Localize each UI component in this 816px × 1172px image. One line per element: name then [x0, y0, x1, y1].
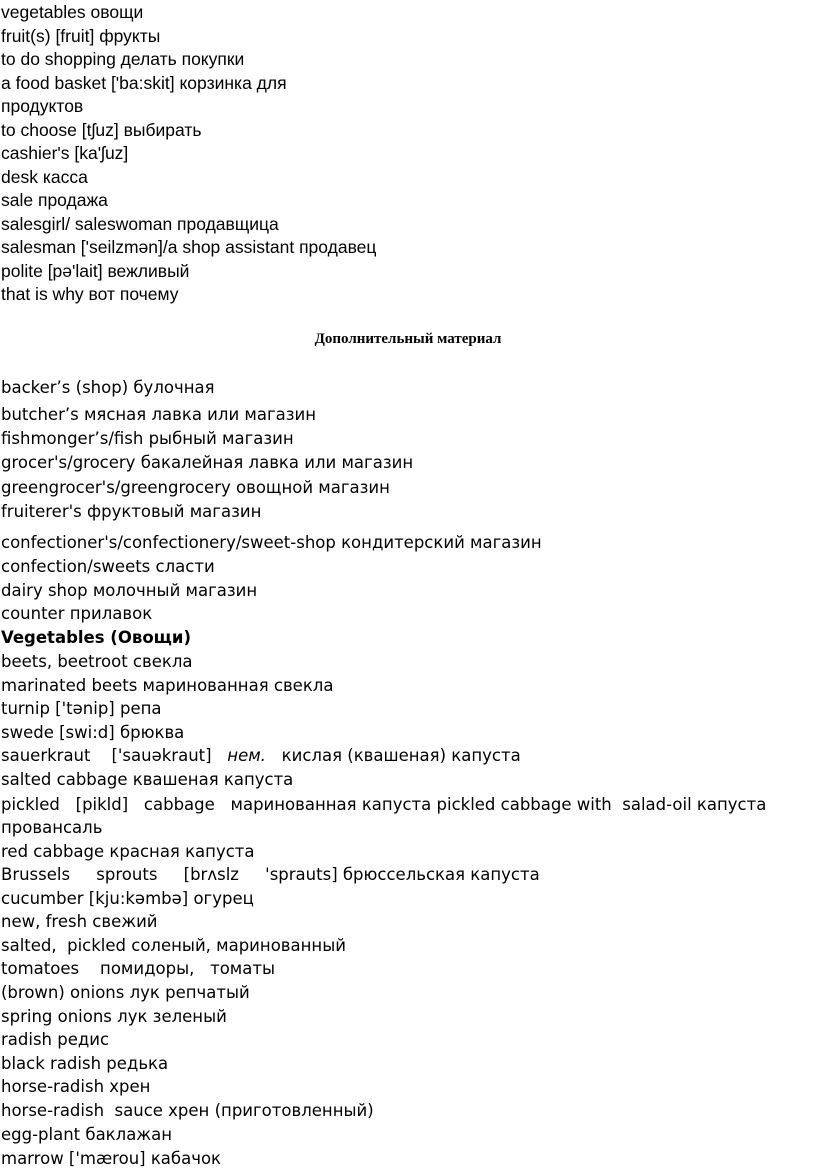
vocab-line: tomatoes помидоры, томаты	[1, 959, 275, 978]
vocab-line: fruit(s) [fruit] фрукты	[1, 26, 161, 46]
vocab-line: confection/sweets сласти	[1, 557, 215, 576]
vocab-line: sale продажа	[1, 190, 108, 210]
vocab-line: spring onions лук зеленый	[1, 1007, 227, 1026]
vocab-line: salted cabbage квашеная капуста	[1, 770, 294, 789]
vocab-line: fishmonger’s/fish рыбный магазин	[1, 429, 294, 448]
vocab-line: counter прилавок	[1, 604, 153, 623]
vocab-line: new, fresh свежий	[1, 912, 158, 931]
vocab-line-sauerkraut	[1, 745, 521, 767]
vocab-line: провансаль	[1, 818, 103, 837]
vocab-line: horse-radish sauce хрен (приготовленный)	[1, 1101, 374, 1120]
vocab-line: grocer's/grocery бакалейная лавка или магазин	[1, 453, 414, 472]
vocab-line: marrow ['mærou] кабачок	[1, 1149, 222, 1168]
vocab-line: confectioner's/confectionery/sweet-shop кондитерский магазин	[1, 533, 542, 552]
vocab-line: horse-radish хрен	[1, 1077, 151, 1096]
vocab-line: pickled [pikld] cabbage маринованная капуста pickled cabbage with salad-oil капуста	[1, 795, 767, 814]
sauerkraut-translation: кислая (квашеная) капуста	[265, 746, 521, 765]
vocab-line: a food basket ['ba:skit] корзинка для	[1, 73, 287, 93]
vocab-line: greengrocer's/greengrocery овощной магазин	[1, 478, 390, 497]
vocab-line: salesgirl/ saleswoman продавщица	[1, 214, 279, 234]
vocab-line: beets, beetroot свекла	[1, 652, 193, 671]
vocab-line: Brussels sprouts [brʌslz 'sprauts] брюссельская капуста	[1, 865, 540, 884]
vocab-line: to do shopping делать покупки	[1, 49, 245, 69]
vocab-line: that is why вот почему	[1, 284, 179, 304]
vocab-line: butcher’s мясная лавка или магазин	[1, 405, 317, 424]
section-heading: Дополнительный материал	[314, 331, 502, 347]
vocab-line: продуктов	[1, 96, 84, 116]
sauerkraut-note: нем.	[227, 746, 266, 765]
vocab-line: radish редис	[1, 1030, 110, 1049]
vocab-line: desk касса	[1, 167, 88, 187]
vocab-line: swede [swi:d] брюква	[1, 723, 185, 742]
vocab-line: to choose [tʃuz] выбирать	[1, 120, 202, 140]
vocab-line: cashier's [ka'ʃuz]	[1, 143, 129, 163]
vocab-line: black radish редька	[1, 1054, 169, 1073]
vocab-line: backer’s (shop) булочная	[1, 378, 215, 397]
vocab-line: salesman ['seilzmən]/a shop assistant продавец	[1, 237, 377, 257]
vocab-line: cucumber [kju:kəmbə] огурец	[1, 889, 254, 908]
vocab-line: salted, pickled соленый, маринованный	[1, 936, 346, 955]
vocab-line: polite [pə'lait] вежливый	[1, 261, 190, 281]
sauerkraut-word: sauerkraut ['sauəkraut]	[1, 746, 228, 765]
vocab-line: dairy shop молочный магазин	[1, 581, 258, 600]
vegetables-title: Vegetables (Овощи)	[1, 628, 191, 647]
vocab-line: fruiterer's фруктовый магазин	[1, 502, 262, 521]
vocab-line: red cabbage красная капуста	[1, 842, 255, 861]
vocab-line: marinated beets маринованная свекла	[1, 676, 334, 695]
vocab-line: egg-plant баклажан	[1, 1125, 173, 1144]
vocab-line: (brown) onions лук репчатый	[1, 983, 250, 1002]
vocab-line: turnip ['tənip] репа	[1, 699, 162, 718]
vocab-line: vegetables овощи	[1, 2, 144, 22]
